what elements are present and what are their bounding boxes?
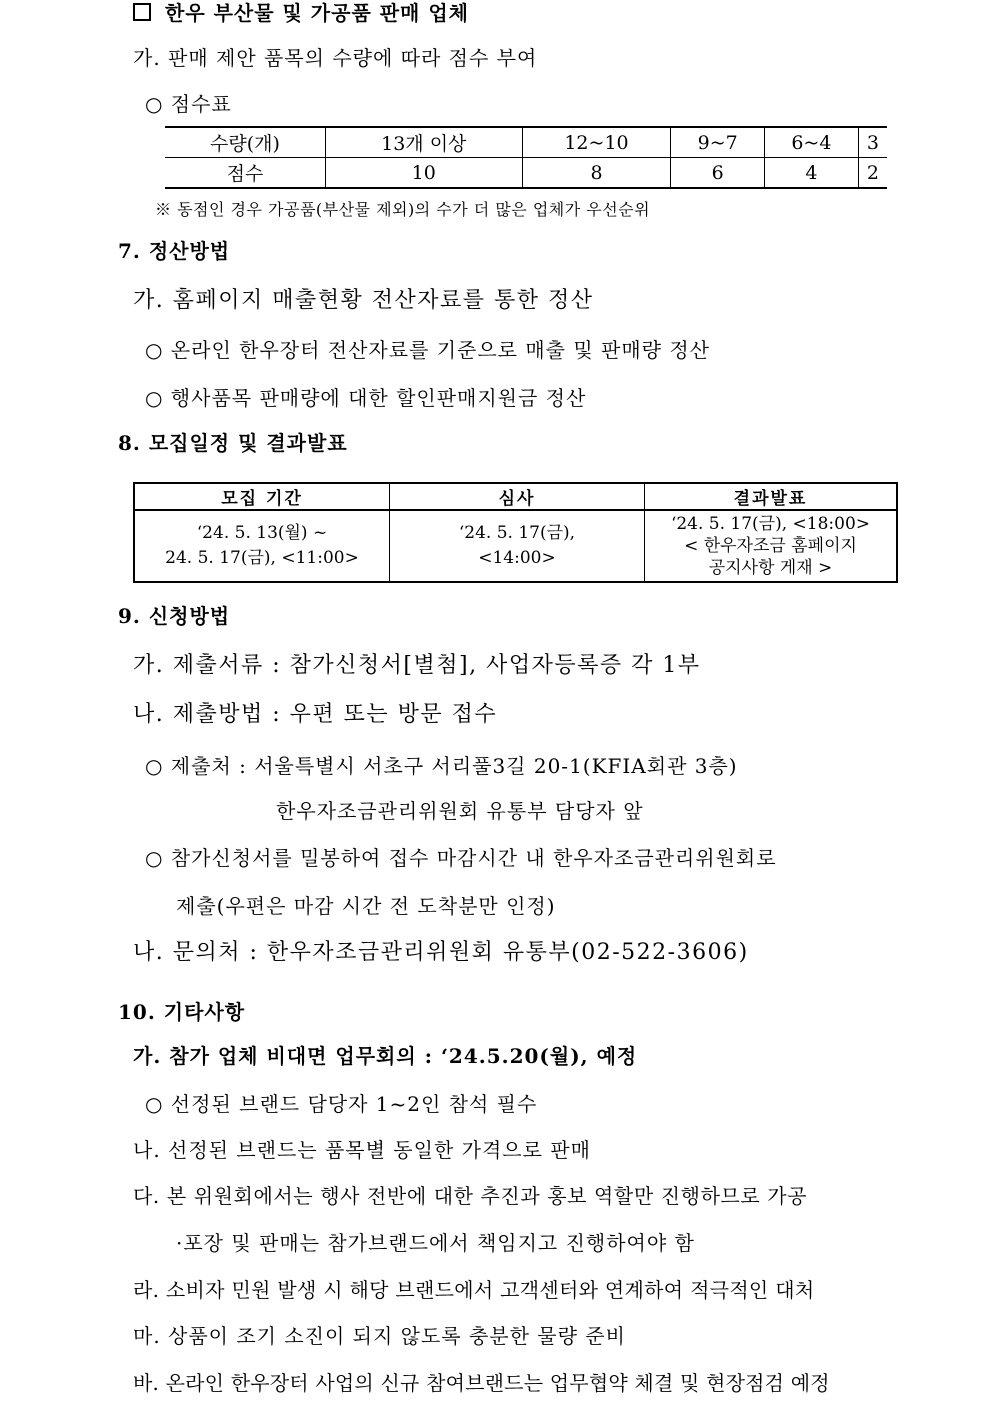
score-table-label: ○ 점수표 [145, 92, 232, 116]
table-cell: 12~10 [522, 127, 671, 158]
schedule-header-row [134, 483, 897, 510]
table-cell: 6~4 [765, 127, 859, 158]
checkbox-square-icon [133, 3, 151, 21]
sec10-item-da-line-2: ·포장 및 판매는 참가브랜드에서 책임지고 진행하여야 함 [176, 1231, 695, 1255]
sec9-item-na: 나. 제출방법 : 우편 또는 방문 접수 [133, 702, 498, 727]
section-7-title: 7. 정산방법 [118, 239, 231, 263]
table-cell: 10 [325, 158, 522, 189]
table-cell: 2 [858, 158, 887, 189]
sec7-bullet-1: ○ 온라인 한우장터 전산자료를 기준으로 매출 및 판매량 정산 [145, 338, 710, 362]
table-header-cell: 결과발표 [645, 483, 898, 510]
table-header-cell: 심사 [390, 483, 645, 510]
period-line-1: ‘24. 5. 13(월) ~ [196, 523, 328, 544]
result-line-1: ‘24. 5. 17(금), <18:00> [670, 513, 871, 534]
review-line-1: ‘24. 5. 17(금), [458, 523, 576, 544]
score-table-value-row [165, 158, 887, 189]
section-9-title: 9. 신청방법 [118, 604, 231, 628]
table-cell: 점수 [165, 158, 325, 189]
table-cell: 6 [671, 158, 765, 189]
tie-break-note: ※ 동점인 경우 가공품(부산물 제외)의 수가 더 많은 업체가 우선순위 [155, 200, 651, 219]
schedule-table [133, 482, 898, 583]
sec10-item-ma: 마. 상품이 조기 소진이 되지 않도록 충분한 물량 준비 [133, 1324, 626, 1348]
result-line-3: 공지사항 게재 > [708, 558, 833, 579]
table-cell: 8 [522, 158, 671, 189]
period-line-2: 24. 5. 17(금), <11:00> [165, 548, 359, 568]
result-cell [645, 510, 898, 582]
sec10-item-ga: 가. 참가 업체 비대면 업무회의 : ‘24.5.20(월), 예정 [133, 1044, 638, 1068]
sec10-item-da-line-1: 다. 본 위원회에서는 행사 전반에 대한 추진과 홍보 역할만 진행하므로 가공 [133, 1184, 808, 1208]
sec10-item-ba: 바. 온라인 한우장터 사업의 신규 참여브랜드는 업무협약 체결 및 현장점검 예정 [133, 1371, 830, 1395]
table-header-cell: 모집 기간 [134, 483, 390, 510]
sec9-item-ga: 가. 제출서류 : 참가신청서[별첨], 사업자등록증 각 1부 [133, 653, 701, 678]
sec10-item-na: 나. 선정된 브랜드는 품목별 동일한 가격으로 판매 [133, 1138, 591, 1162]
sec9-item-contact: 나. 문의처 : 한우자조금관리위원회 유통부(02-522-3606) [133, 940, 749, 965]
score-table-header-row [165, 127, 887, 158]
sec9-bullet-1-line-2: 한우자조금관리위원회 유통부 담당자 앞 [276, 799, 644, 823]
table-cell: 13개 이상 [325, 127, 522, 158]
item-ga-score: 가. 판매 제안 품목의 수량에 따라 점수 부여 [133, 46, 538, 70]
sec7-item-ga: 가. 홈페이지 매출현황 전산자료를 통한 정산 [133, 288, 594, 313]
sec10-item-ra: 라. 소비자 민원 발생 시 해당 브랜드에서 고객센터와 연계하여 적극적인 대처 [133, 1278, 815, 1302]
review-line-2: <14:00> [478, 548, 556, 568]
table-cell: 4 [765, 158, 859, 189]
table-cell: 3 [858, 127, 887, 158]
schedule-value-row [134, 510, 897, 582]
score-table [165, 126, 887, 189]
section-10-title: 10. 기타사항 [118, 1000, 246, 1024]
table-cell: 9~7 [671, 127, 765, 158]
section-title-text: 한우 부산물 및 가공품 판매 업체 [165, 1, 469, 25]
review-cell [390, 510, 645, 582]
sec9-bullet-2-line-2: 제출(우편은 마감 시간 전 도착분만 인정) [176, 894, 556, 918]
sec10-ga-bullet: ○ 선정된 브랜드 담당자 1~2인 참석 필수 [145, 1092, 538, 1116]
section-title-byproducts [133, 3, 469, 23]
period-cell [134, 510, 390, 582]
sec7-bullet-2: ○ 행사품목 판매량에 대한 할인판매지원금 정산 [145, 386, 587, 410]
sec9-bullet-1-line-1: ○ 제출처 : 서울특별시 서초구 서리풀3길 20-1(KFIA회관 3층) [145, 754, 738, 778]
section-8-title: 8. 모집일정 및 결과발표 [118, 431, 348, 455]
table-cell: 수량(개) [165, 127, 325, 158]
result-line-2: < 한우자조금 홈페이지 [684, 535, 857, 556]
sec9-bullet-2-line-1: ○ 참가신청서를 밀봉하여 접수 마감시간 내 한우자조금관리위원회로 [145, 846, 777, 870]
